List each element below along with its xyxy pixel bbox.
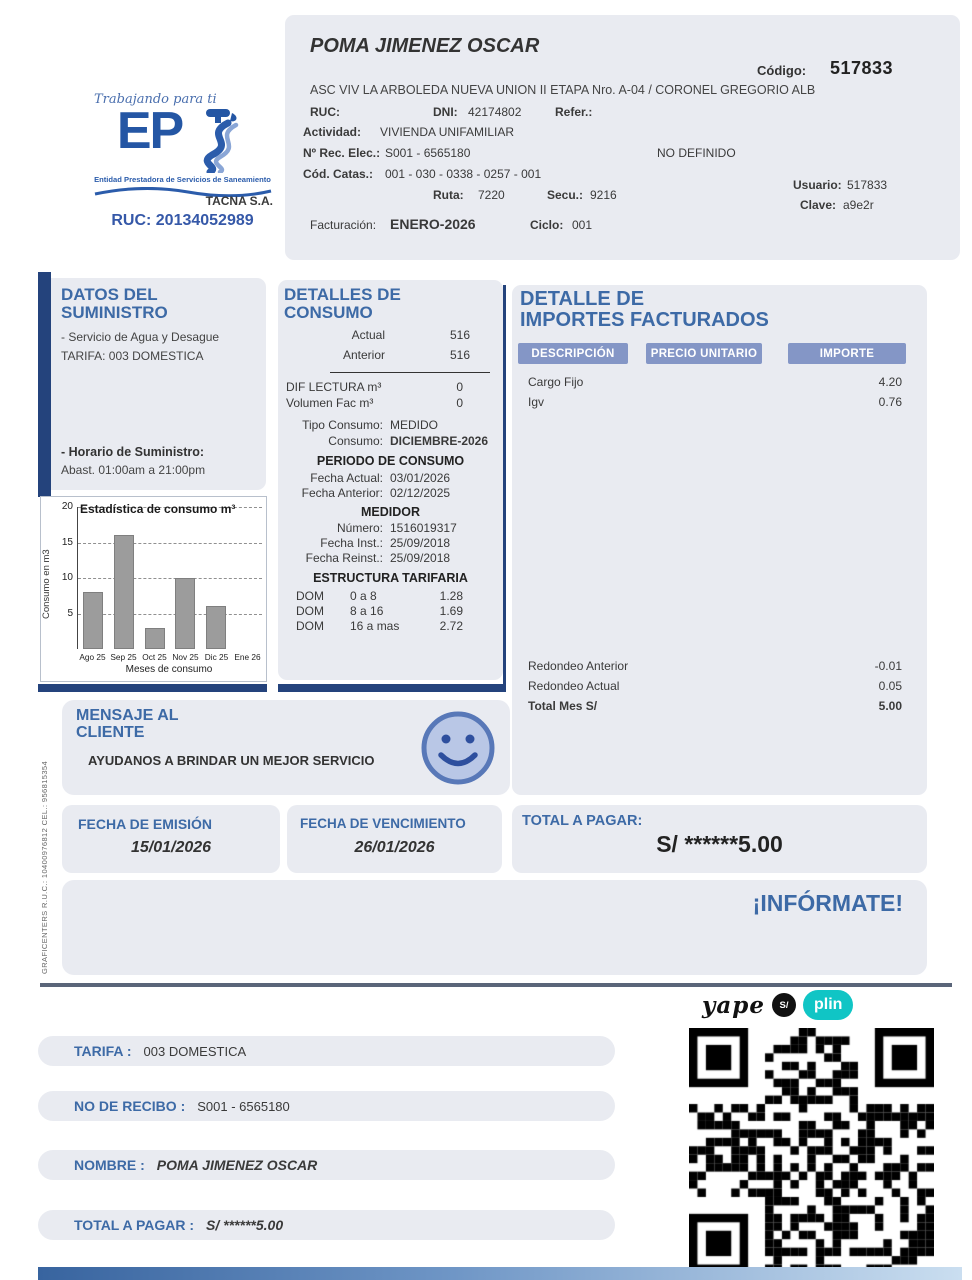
- redondeo-actual-value: 0.05: [878, 679, 902, 693]
- customer-address: ASC VIV LA ARBOLEDA NUEVA UNION II ETAPA Nro. A-04 / CORONEL GREGORIO ALB: [310, 83, 816, 97]
- print-credit-vertical-text: GRAFICENTERS R.U.C.: 10400976812 CEL.: 956815354: [40, 760, 49, 974]
- actual-label: Actual: [351, 328, 385, 342]
- chart-x-tick-label: Ago 25: [79, 652, 106, 662]
- importes-title-line2: IMPORTES FACTURADOS: [520, 309, 769, 331]
- dni-label: DNI:: [433, 105, 458, 119]
- fecha-anterior-label: Fecha Anterior:: [301, 486, 383, 500]
- tarifa-row-cat: DOM: [296, 604, 324, 618]
- ciclo-value: 001: [572, 218, 593, 232]
- logo-entity-line: Entidad Prestadora de Servicios de Saneamiento: [94, 175, 271, 184]
- logo-ruc: RUC: 20134052989: [111, 212, 254, 229]
- customer-name: POMA JIMENEZ OSCAR: [310, 35, 540, 57]
- footer-nombre-row: [38, 1150, 615, 1180]
- footer-tarifa-label: TARIFA :: [74, 1043, 132, 1059]
- yape-badge-text: S/: [779, 999, 789, 1011]
- dif-lectura-label: DIF LECTURA m³: [286, 380, 382, 394]
- logo-sa: TACNA S.A.: [205, 194, 273, 208]
- redondeo-actual-label: Redondeo Actual: [528, 679, 620, 693]
- fecha-vencimiento-label: FECHA DE VENCIMIENTO: [300, 816, 466, 831]
- tipo-consumo-value: MEDIDO: [390, 418, 438, 432]
- redondeo-anterior-value: -0.01: [874, 659, 902, 673]
- smiley-face-icon: [420, 710, 496, 786]
- clave-value: a9e2r: [843, 198, 874, 212]
- footer-tarifa-value: 003 DOMESTICA: [143, 1043, 247, 1059]
- chart-plot-area: [77, 507, 262, 649]
- tarifa-row-rate: 1.28: [439, 589, 463, 603]
- suministro-title-line1: DATOS DEL: [61, 285, 158, 304]
- tarifa-row-range: 0 a 8: [350, 589, 377, 603]
- medidor-numero-value: 1516019317: [390, 521, 457, 535]
- footer-recibo-value: S001 - 6565180: [197, 1098, 290, 1114]
- fecha-vencimiento-box: [287, 805, 502, 873]
- importe-row-desc: Igv: [528, 395, 545, 409]
- company-logo-block: [80, 92, 285, 232]
- ciclo-label: Ciclo:: [530, 218, 564, 232]
- tarifa-row-rate: 1.69: [439, 604, 463, 618]
- consumo-mes-label: Consumo:: [328, 434, 383, 448]
- fecha-vencimiento-value: 26/01/2026: [354, 839, 435, 856]
- total-mes-label: Total Mes S/: [528, 699, 598, 713]
- qr-code: [689, 1028, 934, 1273]
- footer-total-value: S/ ******5.00: [206, 1217, 284, 1233]
- consumo-bottom-bar: [278, 684, 506, 692]
- fecha-anterior-value: 02/12/2025: [390, 486, 451, 500]
- tipo-consumo-label: Tipo Consumo:: [302, 418, 383, 432]
- actual-value: 516: [449, 328, 470, 342]
- total-mes-value: 5.00: [878, 699, 902, 713]
- ruta-label: Ruta:: [433, 188, 464, 202]
- fecha-inst-label: Fecha Inst.:: [320, 536, 383, 550]
- medidor-numero-label: Número:: [336, 521, 383, 535]
- estructura-title: ESTRUCTURA TARIFARIA: [313, 571, 468, 585]
- chart-title: Estadística de consumo m³: [80, 502, 236, 516]
- reading-divider: [330, 372, 490, 373]
- codigo-label: Código:: [757, 63, 807, 78]
- suministro-tarifa: TARIFA: 003 DOMESTICA: [61, 349, 204, 363]
- fecha-actual-value: 03/01/2026: [390, 471, 451, 485]
- fecha-reinst-label: Fecha Reinst.:: [305, 551, 383, 565]
- tarifa-row-cat: DOM: [296, 619, 324, 633]
- clave-label: Clave:: [800, 198, 837, 212]
- suministro-servicio: - Servicio de Agua y Desague: [61, 330, 220, 344]
- chart-gridline: [78, 578, 262, 579]
- ruta-value: 7220: [478, 188, 505, 202]
- no-definido: NO DEFINIDO: [657, 146, 736, 160]
- codigo-value: 517833: [830, 58, 894, 78]
- facturacion-value: ENERO-2026: [390, 216, 476, 232]
- total-a-pagar-value: S/ ******5.00: [656, 831, 783, 857]
- medidor-title: MEDIDOR: [360, 505, 421, 519]
- redondeo-anterior-label: Redondeo Anterior: [528, 659, 629, 673]
- tarifa-row-range: 8 a 16: [350, 604, 384, 618]
- secu-value: 9216: [590, 188, 617, 202]
- rec-elec-label: Nº Rec. Elec.:: [303, 146, 381, 160]
- footer-nombre-label: NOMBRE :: [74, 1157, 145, 1173]
- usuario-value: 517833: [847, 178, 888, 192]
- chart-y-tick-label: 10: [61, 572, 73, 583]
- mensaje-title-line2: CLIENTE: [76, 723, 145, 741]
- fecha-inst-value: 25/09/2018: [390, 536, 451, 550]
- footer-total-label: TOTAL A PAGAR :: [74, 1217, 195, 1233]
- dni-value: 42174802: [468, 105, 522, 119]
- water-tap-swoosh-icon: [184, 107, 248, 173]
- consumption-chart: [40, 496, 267, 682]
- chart-bar-nov-25: [175, 578, 195, 649]
- importes-panel: [512, 285, 927, 795]
- chart-x-tick-label: Sep 25: [110, 652, 137, 662]
- total-a-pagar-label: TOTAL A PAGAR:: [522, 813, 643, 829]
- fecha-reinst-value: 25/09/2018: [390, 551, 451, 565]
- tarifa-row-cat: DOM: [296, 589, 324, 603]
- mensaje-panel: [62, 700, 510, 795]
- footer-recibo-label: NO DE RECIBO :: [74, 1098, 186, 1114]
- total-a-pagar-box: [512, 805, 927, 873]
- chart-y-axis-label: Consumo en m3: [41, 549, 52, 619]
- header-panel: [285, 15, 960, 260]
- chart-x-tick-label: Oct 25: [142, 652, 167, 662]
- importe-row-amount: 0.76: [878, 395, 902, 409]
- chart-x-tick-label: Nov 25: [172, 652, 199, 662]
- fecha-emision-box: [62, 805, 280, 873]
- suministro-panel: [51, 278, 266, 490]
- footer-tarifa-row: [38, 1036, 615, 1066]
- footer-recibo-row: [38, 1091, 615, 1121]
- facturacion-label: Facturación:: [310, 218, 377, 232]
- anterior-value: 516: [449, 348, 470, 362]
- eps-logo-text: EP: [116, 102, 183, 160]
- chart-gridline: [78, 543, 262, 544]
- importes-title-line1: DETALLE DE: [520, 288, 645, 310]
- suministro-title-line2: SUMINISTRO: [61, 302, 168, 322]
- fecha-actual-label: Fecha Actual:: [310, 471, 383, 485]
- rec-elec-value: S001 - 6565180: [385, 146, 471, 160]
- consumo-title-line2: CONSUMO: [284, 302, 373, 322]
- ruc-label: RUC:: [310, 105, 340, 119]
- importe-row-amount: 4.20: [878, 375, 902, 389]
- horario-value: Abast. 01:00am a 21:00pm: [61, 463, 206, 477]
- chart-x-axis-label: Meses de consumo: [125, 664, 213, 675]
- informate-text: ¡INFÓRMATE!: [752, 890, 903, 916]
- secu-label: Secu.:: [547, 188, 584, 202]
- periodo-title: PERIODO DE CONSUMO: [316, 454, 465, 468]
- chart-y-ticks: [53, 501, 75, 649]
- cod-catas-label: Cód. Catas.:: [303, 167, 374, 181]
- col-header-precio-unitario: PRECIO UNITARIO: [646, 343, 762, 364]
- mensaje-title-line1: MENSAJE AL: [76, 707, 179, 724]
- actividad-label: Actividad:: [303, 125, 362, 139]
- usuario-label: Usuario:: [793, 178, 842, 192]
- dif-lectura-value: 0: [456, 380, 463, 394]
- chart-y-tick-label: 5: [67, 607, 73, 619]
- payment-apps: [702, 990, 853, 1020]
- tarifa-row-range: 16 a mas: [350, 619, 400, 633]
- footer-nombre-value: POMA JIMENEZ OSCAR: [156, 1157, 318, 1173]
- consumo-right-line: [503, 285, 506, 690]
- consumo-panel: [278, 280, 503, 680]
- tarifa-row-rate: 2.72: [439, 619, 463, 633]
- left-accent-bar: [38, 272, 51, 497]
- chart-x-ticks: [77, 652, 263, 662]
- chart-bottom-bar: [38, 684, 267, 692]
- chart-gridline: [78, 614, 262, 615]
- chart-y-tick-label: 20: [61, 501, 73, 512]
- consumo-mes-value: DICIEMBRE-2026: [390, 434, 489, 448]
- chart-bar-sep-25: [114, 535, 134, 649]
- consumo-title-line1: DETALLES DE: [284, 285, 401, 304]
- chart-x-tick-label: Ene 26: [234, 652, 261, 662]
- fecha-emision-label: FECHA DE EMISIÓN: [78, 816, 213, 832]
- chart-bar-oct-25: [145, 628, 165, 649]
- plin-logo: [803, 990, 853, 1020]
- section-divider: [40, 983, 952, 987]
- bottom-accent-bar: [38, 1267, 962, 1280]
- mensaje-body: AYUDANOS A BRINDAR UN MEJOR SERVICIO: [88, 753, 375, 768]
- yape-currency-badge: [772, 993, 796, 1017]
- chart-x-tick-label: Dic 25: [204, 652, 229, 662]
- informate-panel: [62, 880, 927, 975]
- refer-label: Refer.:: [555, 105, 593, 119]
- chart-y-tick-label: 15: [61, 536, 73, 548]
- col-header-importe: IMPORTE: [788, 343, 906, 364]
- footer-total-row: [38, 1210, 615, 1240]
- yape-logo: yape: [702, 991, 765, 1019]
- logo-tagline: Trabajando para ti: [94, 92, 217, 107]
- col-header-descripcion: DESCRIPCIÓN: [518, 343, 628, 364]
- cod-catas-value: 001 - 030 - 0338 - 0257 - 001: [385, 167, 542, 181]
- fecha-emision-value: 15/01/2026: [130, 839, 212, 856]
- chart-bar-dic-25: [206, 606, 226, 649]
- chart-bar-ago-25: [83, 592, 103, 649]
- volumen-label: Volumen Fac m³: [286, 396, 374, 410]
- volumen-value: 0: [456, 396, 463, 410]
- actividad-value: VIVIENDA UNIFAMILIAR: [380, 125, 515, 139]
- importe-row-desc: Cargo Fijo: [528, 375, 584, 389]
- plin-text: plin: [813, 996, 843, 1013]
- anterior-label: Anterior: [342, 348, 385, 362]
- horario-label: - Horario de Suministro:: [61, 445, 205, 459]
